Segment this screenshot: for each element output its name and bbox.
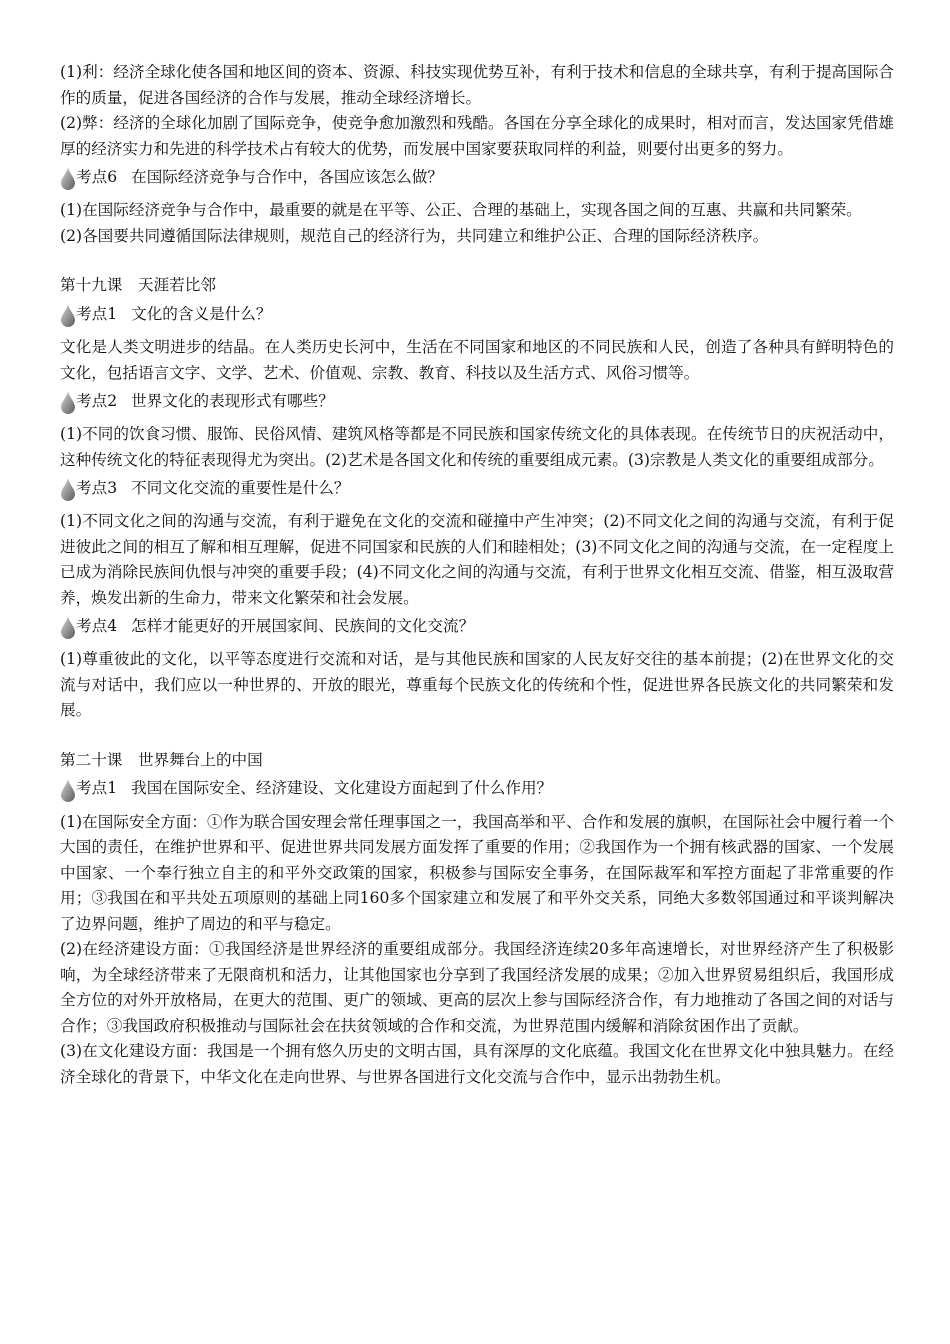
drop-icon <box>60 778 76 802</box>
kaodian-question: 文化的含义是什么？ <box>131 304 272 323</box>
document-page <box>60 60 894 1090</box>
drop-icon <box>60 615 76 639</box>
drop-icon <box>60 303 76 327</box>
kaodian-question: 在国际经济竞争与合作中，各国应该怎么做？ <box>131 167 443 186</box>
drop-icon <box>60 166 76 190</box>
lesson-title: 第二十课 世界舞台上的中国 <box>60 750 263 769</box>
paragraph: (2)在经济建设方面：①我国经济是世界经济的重要组成部分。我国经济连续20多年高速增长，对世界经济产生了积极影响，为全球经济带来了无限商机和活力，让其他国家也分享到了我国经济发展的成果；②加入世界贸易组织后，我国形成全方位的对外开放格局，在更大的范围、更广的领域、更高的层次上参与国际经济合作，有力地推动了各国之间的对话与合作；③我国政府积极推动与国际社会在扶贫领域的合作和交流，为世界范围内缓解和消除贫困作出了贡献。 <box>60 940 894 1035</box>
drop-icon <box>60 477 76 501</box>
paragraph: 文化是人类文明进步的结晶。在人类历史长河中，生活在不同国家和地区的不同民族和人民，创造了各种具有鲜明特色的文化，包括语言文字、文学、艺术、价值观、宗教、教育、科技以及生活方式、风俗习惯等。 <box>60 338 894 382</box>
kaodian-heading <box>60 473 894 501</box>
paragraph: (3)在文化建设方面：我国是一个拥有悠久历史的文明古国，具有深厚的文化底蕴。我国文化在世界文化中独具魅力。在经济全球化的背景下，中华文化在走向世界、与世界各国进行文化交流与合作中，显示出勃勃生机。 <box>60 1042 894 1086</box>
paragraph: (2)弊：经济的全球化加剧了国际竞争，使竞争愈加激烈和残酷。各国在分享全球化的成果时，相对而言，发达国家凭借雄厚的经济实力和先进的科学技术占有较大的优势，而发展中国家要获取同样的利益，则要付出更多的努力。 <box>60 114 894 158</box>
kaodian-heading <box>60 162 894 190</box>
kaodian-label: 考点3 <box>76 478 118 497</box>
kaodian-question: 我国在国际安全、经济建设、文化建设方面起到了什么作用？ <box>131 779 553 797</box>
kaodian-heading <box>60 611 894 639</box>
paragraph: (1)在国际安全方面：①作为联合国安理会常任理事国之一，我国高举和平、合作和发展的旗帜，在国际社会中履行着一个大国的责任，在维护世界和平、促进世界共同发展方面发挥了重要的作用；②我国作为一个拥有核武器的国家、一个发展中国家、一个奉行独立自主的和平外交政策的国家，积极参与国际安全事务，在国际裁军和军控方面起了非常重要的作用；③我国在和平共处五项原则的基础上同160多个国家建立和发展了和平外交关系，同绝大多数邻国通过和平谈判解决了边界问题，维护了周边的和平与稳定。 <box>60 812 894 933</box>
kaodian-label: 考点2 <box>76 391 118 410</box>
kaodian-heading <box>60 774 894 802</box>
paragraph: (2)各国要共同遵循国际法律规则，规范自己的经济行为，共同建立和维护公正、合理的国际经济秩序。 <box>60 226 769 245</box>
paragraph: (1)不同的饮食习惯、服饰、民俗风情、建筑风格等都是不同民族和国家传统文化的具体表现。在传统节日的庆祝活动中，这种传统文化的特征表现得尤为突出。(2)艺术是各国文化和传统的重要组成元素。(3)宗教是人类文化的重要组成部分。 <box>60 425 894 469</box>
lesson-title: 第十九课 天涯若比邻 <box>60 276 216 294</box>
kaodian-heading <box>60 299 894 327</box>
kaodian-label: 考点4 <box>76 616 118 635</box>
paragraph: (1)利：经济全球化使各国和地区间的资本、资源、科技实现优势互补，有利于技术和信息的全球共享，有利于提高国际合作的质量，促进各国经济的合作与发展，推动全球经济增长。 <box>60 63 894 107</box>
paragraph: (1)不同文化之间的沟通与交流，有利于避免在文化的交流和碰撞中产生冲突；(2)不同文化之间的沟通与交流，有利于促进彼此之间的相互了解和相互理解，促进不同国家和民族的人们和睦相处；(3)不同文化之间的沟通与交流，在一定程度上已成为消除民族间仇恨与冲突的重要手段；(4)不同文化之间的沟通与交流，有利于世界文化相互交流、借鉴，相互汲取营养，焕发出新的生命力，带来文化繁荣和社会发展。 <box>60 512 894 607</box>
drop-icon <box>60 390 76 414</box>
kaodian-question: 世界文化的表现形式有哪些？ <box>131 391 334 410</box>
paragraph: (1)尊重彼此的文化，以平等态度进行交流和对话，是与其他民族和国家的人民友好交往的基本前提；(2)在世界文化的交流与对话中，我们应以一种世界的、开放的眼光，尊重每个民族文化的传统和个性，促进世界各民族文化的共同繁荣和发展。 <box>60 650 894 719</box>
kaodian-label: 考点1 <box>76 779 118 797</box>
paragraph: (1)在国际经济竞争与合作中，最重要的就是在平等、公正、合理的基础上，实现各国之间的互惠、共赢和共同繁荣。 <box>60 201 862 219</box>
kaodian-question: 怎样才能更好的开展国家间、民族间的文化交流？ <box>131 616 475 635</box>
kaodian-label: 考点6 <box>76 167 118 186</box>
kaodian-label: 考点1 <box>76 304 118 323</box>
kaodian-question: 不同文化交流的重要性是什么？ <box>131 478 350 497</box>
kaodian-heading <box>60 386 894 414</box>
